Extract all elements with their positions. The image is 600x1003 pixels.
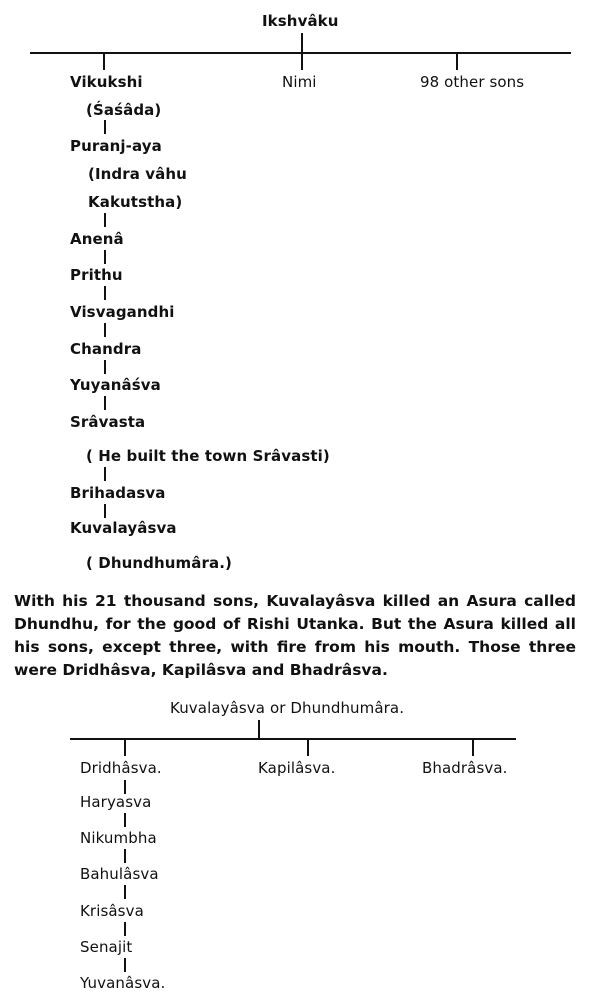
- tree1-root-connector: [301, 33, 303, 53]
- tree2-lineage-senajit: Senajit: [80, 938, 133, 956]
- tree2-link-2: [124, 813, 126, 827]
- tree1-connector-nimi: [301, 53, 303, 70]
- tree1-lineage-chandra: Chandra: [70, 340, 142, 358]
- tree1-link-9: [104, 504, 106, 518]
- tree1-lineage-sasada: (Śaśâda): [86, 101, 162, 119]
- tree1-link-1: [104, 120, 106, 134]
- tree2-root-connector: [258, 720, 260, 738]
- tree1-link-6: [104, 360, 106, 374]
- tree2-child-dridhasva: Dridhâsva.: [80, 759, 162, 777]
- tree2-connector-kapilasva: [307, 739, 309, 756]
- tree1-lineage-brihadasva: Brihadasva: [70, 484, 166, 502]
- tree1-link-7: [104, 396, 106, 410]
- tree2-lineage-nikumbha: Nikumbha: [80, 829, 157, 847]
- tree1-lineage-sravasta: Srâvasta: [70, 413, 146, 431]
- narrative-paragraph: With his 21 thousand sons, Kuvalayâsva killed an Asura called Dhundhu, for the good of Rishi Utanka. But the Asura killed all his sons, except three, with fire from his mouth. Those three were Dridhâsva, Kapilâsva and Bhadrâsva.: [14, 592, 576, 679]
- tree2-link-6: [124, 958, 126, 972]
- tree1-child-other-sons: 98 other sons: [420, 73, 525, 91]
- tree1-child-vikukshi: Vikukshi: [70, 73, 143, 91]
- tree1-link-5: [104, 323, 106, 337]
- tree2-link-1: [124, 780, 126, 794]
- tree1-lineage-kakutstha: Kakutstha): [88, 193, 183, 211]
- tree1-lineage-dhundhumara: ( Dhundhumâra.): [86, 554, 232, 572]
- tree1-lineage-anena: Anenâ: [70, 230, 124, 248]
- tree2-connector-dridhasva: [124, 739, 126, 756]
- tree2-lineage-bahulasva: Bahulâsva: [80, 865, 159, 883]
- tree1-lineage-prithu: Prithu: [70, 266, 123, 284]
- tree2-link-3: [124, 849, 126, 863]
- tree1-lineage-puranjaya: Puranj-aya: [70, 137, 162, 155]
- tree1-lineage-kuvalayasva: Kuvalayâsva: [70, 519, 177, 537]
- tree2-lineage-krisasva: Krisâsva: [80, 902, 144, 920]
- tree2-child-kapilasva: Kapilâsva.: [258, 759, 336, 777]
- tree1-lineage-indravahu: (Indra vâhu: [88, 165, 187, 183]
- tree1-child-nimi: Nimi: [282, 73, 317, 91]
- tree1-connector-others: [456, 53, 458, 70]
- tree1-root: Ikshvâku: [262, 12, 339, 30]
- tree1-link-2: [104, 213, 106, 227]
- tree1-link-3: [104, 250, 106, 264]
- tree2-connector-bhadrasva: [472, 739, 474, 756]
- tree2-root: Kuvalayâsva or Dhundhumâra.: [170, 699, 405, 717]
- tree1-connector-vikukshi: [103, 53, 105, 70]
- tree2-lineage-haryasva: Haryasva: [80, 793, 152, 811]
- tree1-link-8: [104, 467, 106, 481]
- tree2-sibling-bar: [70, 738, 516, 740]
- tree2-child-bhadrasva: Bhadrâsva.: [422, 759, 508, 777]
- tree2-link-4: [124, 885, 126, 899]
- tree1-lineage-note-sravasti: ( He built the town Srâvasti): [86, 447, 330, 465]
- tree2-lineage-yuvanasva: Yuvanâsva.: [80, 974, 166, 992]
- tree1-link-4: [104, 286, 106, 300]
- tree2-link-5: [124, 922, 126, 936]
- tree1-lineage-yuyanasva: Yuyanâśva: [70, 376, 161, 394]
- tree1-lineage-visvagandhi: Visvagandhi: [70, 303, 175, 321]
